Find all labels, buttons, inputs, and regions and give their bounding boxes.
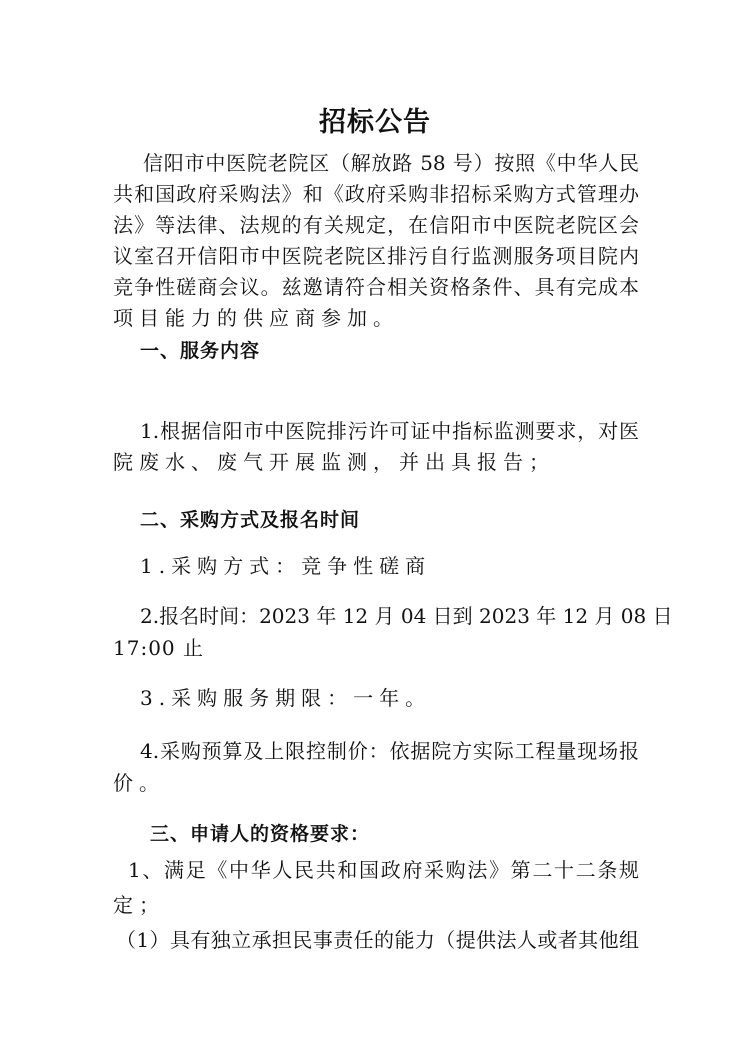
section-item: 1、满足《中华人民共和国政府采购法》第二十二条规	[128, 858, 639, 882]
section-item: 定；	[113, 893, 165, 917]
intro-line: 信阳市中医院老院区（解放路 58 号）按照《中华人民	[143, 151, 639, 175]
intro-line: 共和国政府采购法》和《政府采购非招标采购方式管理办	[113, 182, 639, 206]
section-heading: 一、服务内容	[140, 340, 261, 362]
intro-line: 竞争性磋商会议。兹邀请符合相关资格条件、具有完成本	[113, 275, 639, 299]
section-item: （1）具有独立承担民事责任的能力（提供法人或者其他组	[116, 928, 639, 952]
section-item: 17:00 止	[113, 636, 204, 660]
document-title: 招标公告	[319, 107, 431, 138]
section-item: 2.报名时间：2023 年 12 月 04 日到 2023 年 12 月 08 日	[140, 604, 673, 628]
section-item: 3.采购服务期限：一年。	[140, 686, 432, 710]
section-heading: 二、采购方式及报名时间	[140, 509, 361, 531]
section-item: 价。	[113, 771, 165, 795]
section-heading: 三、申请人的资格要求：	[150, 823, 371, 845]
section-item: 1.根据信阳市中医院排污许可证中指标监测要求，对医	[140, 419, 639, 443]
intro-line: 项目能力的供应商参加。	[113, 306, 399, 330]
intro-line: 法》等法律、法规的有关规定，在信阳市中医院老院区会	[113, 213, 639, 237]
intro-line: 议室召开信阳市中医院老院区排污自行监测服务项目院内	[113, 244, 639, 268]
section-item: 1.采购方式：竞争性磋商	[140, 554, 432, 578]
section-item: 4.采购预算及上限控制价：依据院方实际工程量现场报	[140, 739, 639, 763]
section-item: 院废水、废气开展监测，并出具报告；	[113, 450, 555, 474]
